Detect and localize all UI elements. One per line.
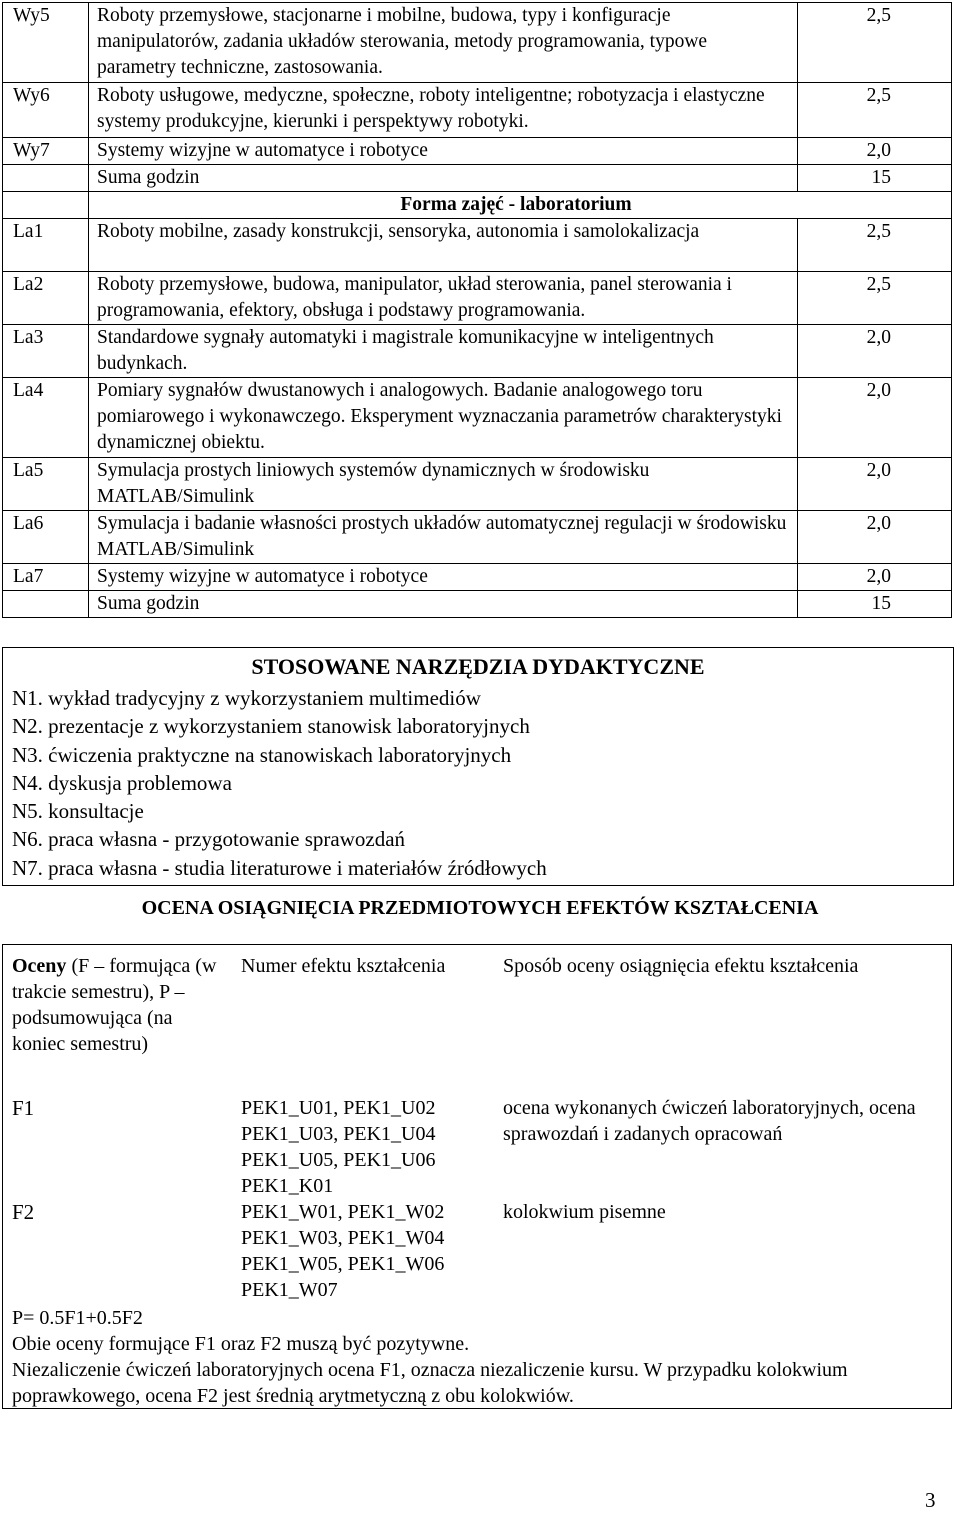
table-row (3, 458, 952, 511)
list-item: N5. konsultacje (12, 799, 144, 824)
final-grade-formula: P= 0.5F1+0.5F2 (12, 1307, 143, 1329)
row-code (3, 591, 89, 618)
table-row (3, 165, 952, 192)
lab-header: Forma zajęć - laboratorium (89, 192, 952, 219)
effect-number-line: PEK1_U05, PEK1_U06 (241, 1149, 436, 1171)
row-hours: 2,5 (798, 272, 952, 325)
row-description: Pomiary sygnałów dwustanowych i analogowych. Badanie analogowego toru pomiarowego i wykonawczego. Eksperyment wyznaczania parametrów charakterystyki dynamicznej obiektu. (89, 378, 798, 458)
row-hours: 2,0 (798, 325, 952, 378)
row-description: Suma godzin (89, 165, 798, 192)
effect-number-line: PEK1_K01 (241, 1175, 334, 1197)
effect-numbers (241, 1095, 499, 1199)
row-description: Symulacja i badanie własności prostych układów automatycznej regulacji w środowisku MATLAB/Simulink (89, 511, 798, 564)
table-row (3, 83, 952, 138)
grade-header-rest: (F – formująca (w trakcie semestru), P – podsumowująca (na koniec semestru) (12, 955, 217, 1055)
method-column-header: Sposób oceny osiągnięcia efektu kształcenia (503, 955, 859, 977)
row-code: Wy7 (3, 138, 89, 165)
teaching-tools-section (2, 647, 954, 886)
row-hours: 2,5 (798, 83, 952, 138)
row-description: Suma godzin (89, 591, 798, 618)
row-hours: 2,0 (798, 564, 952, 591)
table-row (3, 138, 952, 165)
table-row (3, 219, 952, 272)
effect-number-line: PEK1_U03, PEK1_U04 (241, 1123, 436, 1145)
table-row (3, 378, 952, 458)
table-row (3, 3, 952, 83)
grade-label: F1 (12, 1096, 35, 1120)
table-row (3, 272, 952, 325)
lab-header-row (3, 192, 952, 219)
evaluation-box (2, 944, 952, 1409)
row-description: Roboty przemysłowe, budowa, manipulator, układ sterowania, panel sterowania i programowania, efektory, obsługa i podstawy programowania. (89, 272, 798, 325)
row-hours: 2,5 (798, 3, 952, 83)
row-description: Systemy wizyjne w automatyce i robotyce (89, 138, 798, 165)
list-item: N2. prezentacje z wykorzystaniem stanowisk laboratoryjnych (12, 714, 530, 739)
grade-header-bold: Oceny (12, 955, 67, 977)
tools-list (12, 684, 547, 882)
effect-numbers (241, 1199, 499, 1303)
effect-number-line: PEK1_W03, PEK1_W04 (241, 1227, 445, 1249)
row-hours: 2,0 (798, 138, 952, 165)
row-description: Standardowe sygnały automatyki i magistrale komunikacyjne w inteligentnych budynkach. (89, 325, 798, 378)
row-code: La6 (3, 511, 89, 564)
effect-number-line: PEK1_W05, PEK1_W06 (241, 1253, 445, 1275)
effect-number-line: PEK1_W07 (241, 1279, 338, 1301)
row-code: La1 (3, 219, 89, 272)
evaluation-method: ocena wykonanych ćwiczeń laboratoryjnych, ocena sprawozdań i zadanych opracowań (503, 1097, 916, 1145)
row-description: Roboty przemysłowe, stacjonarne i mobilne, budowa, typy i konfiguracje manipulatorów, zadania układów sterowania, metody programowania, typowe parametry techniczne, zastosowania. (89, 3, 798, 83)
grade-label: F2 (12, 1200, 35, 1224)
row-hours: 15 (798, 591, 952, 618)
row-description: Roboty usługowe, medyczne, społeczne, roboty inteligentne; robotyzacja i elastyczne systemy produkcyjne, kierunki i perspektywy robotyki. (89, 83, 798, 138)
list-item: N1. wykład tradycyjny z wykorzystaniem multimediów (12, 686, 481, 710)
row-hours: 2,5 (798, 219, 952, 272)
number-column-header: Numer efektu kształcenia (241, 955, 446, 977)
evaluation-note: Niezaliczenie ćwiczeń laboratoryjnych ocena F1, oznacza niezaliczenie kursu. W przypadku kolokwium poprawkowego, ocena F2 jest średnią arytmetyczną z obu kolokwiów. (12, 1359, 848, 1407)
table-row (3, 325, 952, 378)
row-description: Roboty mobilne, zasady konstrukcji, sensoryka, autonomia i samolokalizacja (89, 219, 798, 272)
grade-column-header (12, 953, 227, 1057)
row-code: Wy6 (3, 83, 89, 138)
row-hours: 2,0 (798, 378, 952, 458)
row-code: Wy5 (3, 3, 89, 83)
row-hours: 2,0 (798, 511, 952, 564)
table-row (3, 511, 952, 564)
effect-number-line: PEK1_W01, PEK1_W02 (241, 1201, 445, 1223)
table-row (3, 564, 952, 591)
evaluation-note: Obie oceny formujące F1 oraz F2 muszą być pozytywne. (12, 1333, 470, 1355)
row-code: La7 (3, 564, 89, 591)
list-item: N6. praca własna - przygotowanie sprawozdań (12, 827, 406, 852)
table-row (3, 591, 952, 618)
row-hours: 2,0 (798, 458, 952, 511)
row-code (3, 165, 89, 192)
list-item: N3. ćwiczenia praktyczne na stanowiskach laboratoryjnych (12, 742, 512, 767)
page-number: 3 (925, 1488, 936, 1512)
effect-number-line: PEK1_U01, PEK1_U02 (241, 1097, 436, 1119)
row-code: La2 (3, 272, 89, 325)
evaluation-method: kolokwium pisemne (503, 1201, 666, 1223)
row-description: Symulacja prostych liniowych systemów dynamicznych w środowisku MATLAB/Simulink (89, 458, 798, 511)
row-code: La4 (3, 378, 89, 458)
program-table (2, 2, 952, 618)
row-hours: 15 (798, 165, 952, 192)
row-code: La5 (3, 458, 89, 511)
section-title: STOSOWANE NARZĘDZIA DYDAKTYCZNE (251, 654, 705, 679)
list-item: N4. dyskusja problemowa (12, 770, 232, 795)
list-item: N7. praca własna - studia literaturowe i materiałów źródłowych (12, 855, 547, 880)
row-code: La3 (3, 325, 89, 378)
evaluation-heading: OCENA OSIĄGNIĘCIA PRZEDMIOTOWYCH EFEKTÓW KSZTAŁCENIA (141, 897, 819, 919)
row-description: Systemy wizyjne w automatyce i robotyce (89, 564, 798, 591)
